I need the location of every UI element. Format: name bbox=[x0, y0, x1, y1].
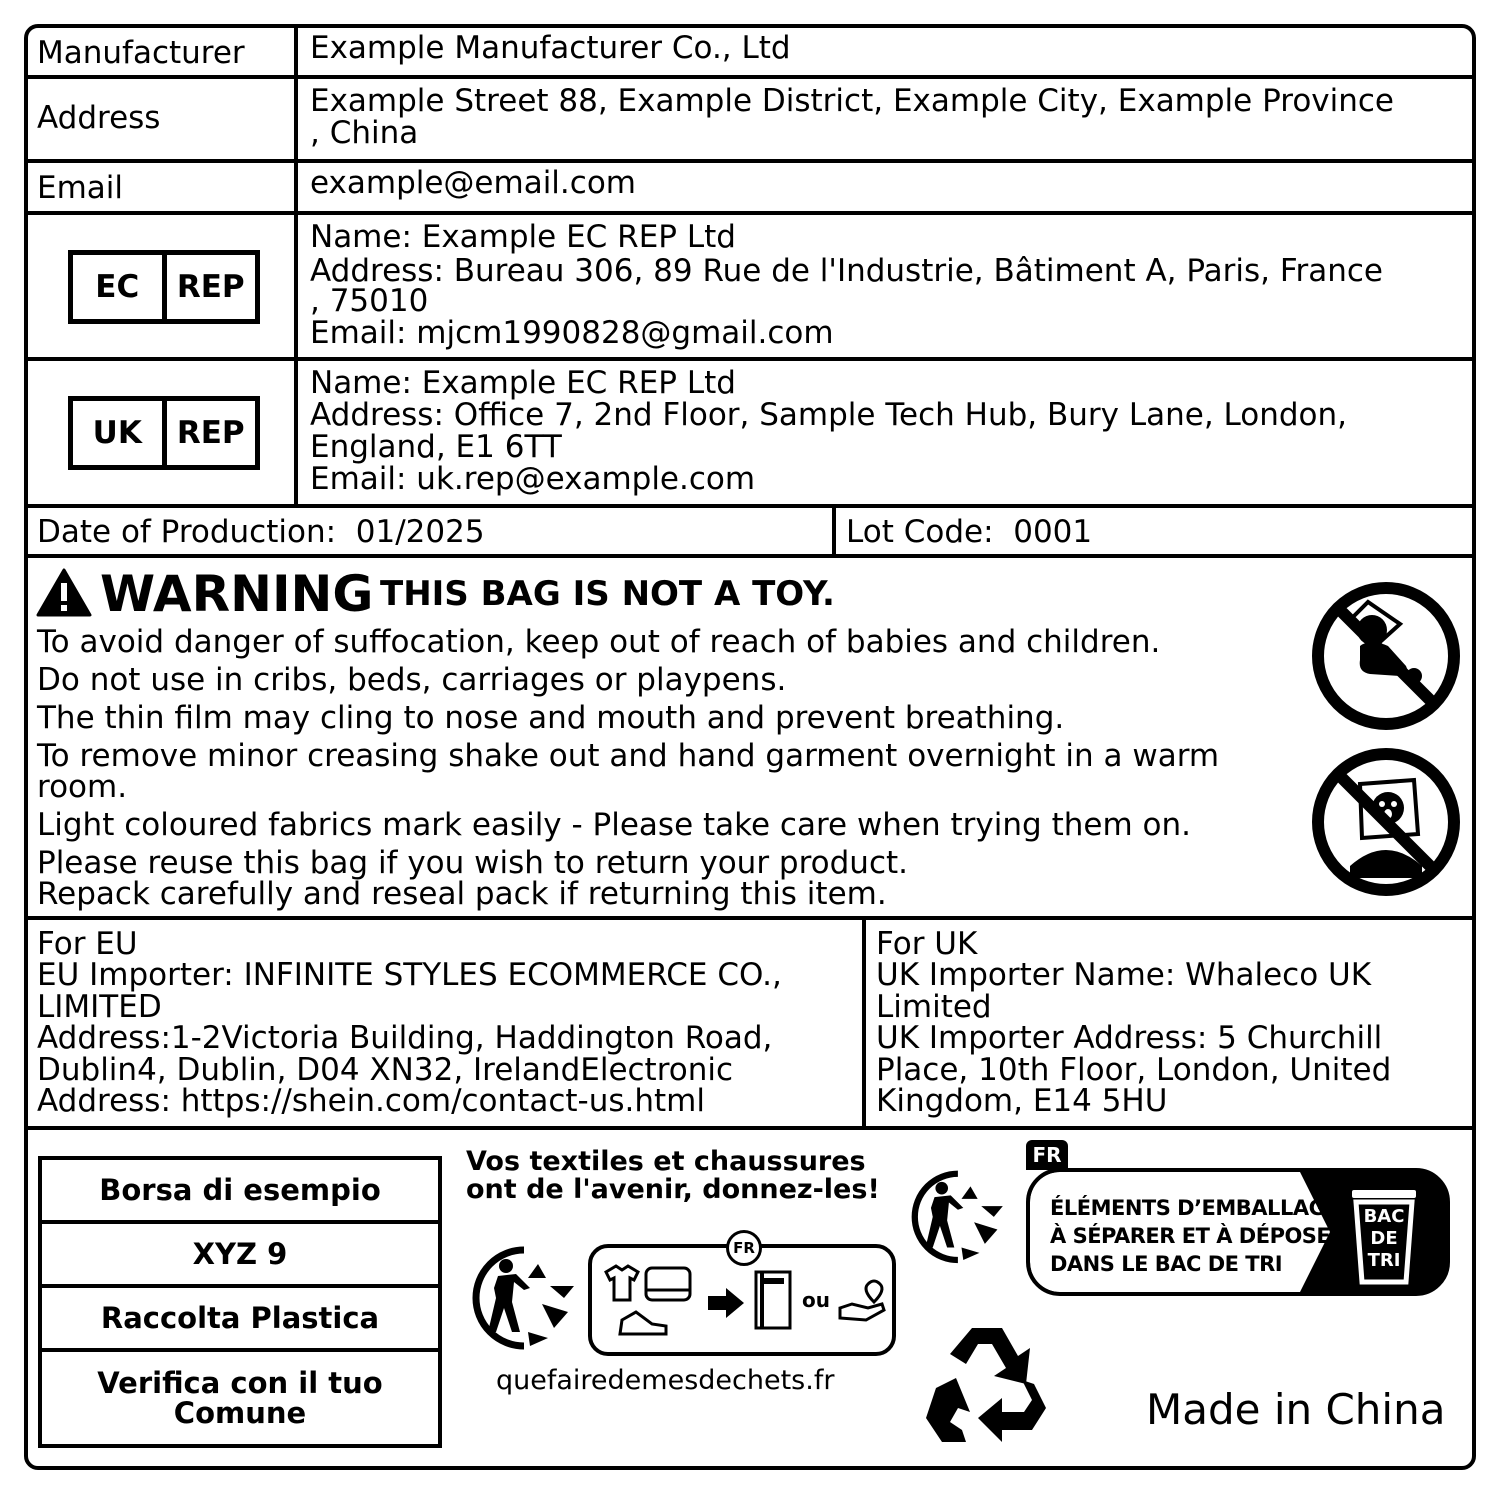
production-date bbox=[37, 515, 485, 549]
eu-importer-line: Address:1-2Victoria Building, Haddington Road, bbox=[37, 1020, 773, 1056]
warning-triangle-icon bbox=[36, 568, 92, 618]
uk-importer-line: For UK bbox=[876, 926, 978, 962]
address-line2: , China bbox=[310, 115, 419, 151]
italian-box-row: Raccolta Plastica bbox=[42, 1288, 438, 1352]
textile-line1: Vos textiles et chaussures bbox=[466, 1146, 866, 1177]
italian-box-last-line2: Comune bbox=[173, 1396, 307, 1430]
made-in: Made in China bbox=[1146, 1385, 1446, 1434]
triman-textile-icon bbox=[464, 1242, 582, 1352]
bin-label-3: TRI bbox=[1367, 1250, 1401, 1271]
eu-importer-cell bbox=[28, 920, 866, 1126]
email-row bbox=[28, 163, 1472, 215]
uk-importer-line: UK Importer Name: Whaleco UK bbox=[876, 957, 1372, 993]
triman-line3: DANS LE BAC DE TRI bbox=[1050, 1252, 1283, 1276]
ec-badge-right: REP bbox=[176, 269, 245, 305]
italian-box-last-line1: Verifica con il tuo bbox=[97, 1366, 383, 1400]
ec-rep-badge bbox=[68, 250, 260, 324]
address-value-cell bbox=[302, 79, 1472, 159]
importers-row bbox=[28, 920, 1472, 1130]
lot-code-label: Lot Code: bbox=[846, 514, 994, 550]
no-baby-icon bbox=[1310, 580, 1462, 732]
uk-importer-line: Limited bbox=[876, 989, 992, 1025]
bottom-section bbox=[28, 1130, 1472, 1466]
manufacturer-value: Example Manufacturer Co., Ltd bbox=[310, 30, 791, 66]
ec-rep-row bbox=[28, 215, 1472, 361]
recycle-icon bbox=[922, 1318, 1052, 1448]
textile-website: quefairedemesdechets.fr bbox=[496, 1365, 835, 1396]
eu-importer-line: EU Importer: INFINITE STYLES ECOMMERCE CO., bbox=[37, 957, 782, 993]
uk-rep-badge bbox=[68, 396, 260, 470]
bin-label-2: DE bbox=[1370, 1228, 1398, 1249]
eu-importer-line: Dublin4, Dublin, D04 XN32, IrelandElectronic bbox=[37, 1052, 734, 1088]
warning-line: room. bbox=[37, 769, 128, 805]
uk-rep-address1: Address: Office 7, 2nd Floor, Sample Tech Hub, Bury Lane, London, bbox=[310, 397, 1348, 433]
warning-line: Please reuse this bag if you wish to return your product. bbox=[37, 845, 909, 881]
manufacturer-row bbox=[28, 28, 1472, 79]
clothes-and-shoes-icon bbox=[602, 1264, 706, 1344]
product-label bbox=[24, 24, 1476, 1470]
collection-bin-icon bbox=[752, 1268, 794, 1332]
warning-line: Light coloured fabrics mark easily - Please take care when trying them on. bbox=[37, 807, 1191, 843]
eu-importer-line: LIMITED bbox=[37, 989, 162, 1025]
warning-line: To remove minor creasing shake out and hand garment overnight in a warm bbox=[37, 738, 1220, 774]
triman-sort-label bbox=[1026, 1168, 1450, 1296]
manufacturer-label-cell bbox=[28, 28, 298, 75]
eu-importer-line: For EU bbox=[37, 926, 138, 962]
italian-box-last-row bbox=[42, 1352, 438, 1444]
no-bag-over-head-icon bbox=[1310, 746, 1462, 898]
ec-badge-left: EC bbox=[73, 255, 167, 319]
warning-line: Do not use in cribs, beds, carriages or playpens. bbox=[37, 662, 787, 698]
triman-fr-tab: FR bbox=[1026, 1140, 1068, 1170]
ec-rep-name: Name: Example EC REP Ltd bbox=[310, 219, 736, 255]
production-date-value: 01/2025 bbox=[355, 514, 485, 550]
production-row bbox=[28, 508, 1472, 558]
donation-hand-heart-icon bbox=[838, 1278, 888, 1324]
uk-rep-row bbox=[28, 361, 1472, 508]
italian-box-row: XYZ 9 bbox=[42, 1224, 438, 1288]
textile-ou: ou bbox=[802, 1288, 830, 1312]
manufacturer-value-cell bbox=[302, 28, 1472, 75]
warning-line: To avoid danger of suffocation, keep out of reach of babies and children. bbox=[37, 624, 1161, 660]
manufacturer-label: Manufacturer bbox=[37, 35, 245, 71]
warning-subtitle: THIS BAG IS NOT A TOY. bbox=[380, 574, 835, 614]
production-date-label: Date of Production: bbox=[37, 514, 337, 550]
uk-badge-right: REP bbox=[176, 415, 245, 451]
warning-title: WARNING bbox=[100, 565, 374, 623]
textile-info-box bbox=[588, 1239, 896, 1356]
lot-code-value: 0001 bbox=[1013, 514, 1093, 550]
uk-importer-line: Place, 10th Floor, London, United bbox=[876, 1052, 1392, 1088]
uk-rep-name: Name: Example EC REP Ltd bbox=[310, 365, 736, 401]
email-label: Email bbox=[37, 170, 124, 206]
bin-label-1: BAC bbox=[1363, 1206, 1405, 1227]
ec-rep-badge-cell bbox=[28, 215, 298, 357]
arrow-right-icon bbox=[706, 1286, 746, 1320]
uk-importer-cell bbox=[870, 920, 1472, 1126]
uk-badge-left: UK bbox=[73, 401, 167, 465]
ec-rep-email: Email: mjcm1990828@gmail.com bbox=[310, 315, 834, 351]
email-value-cell bbox=[302, 163, 1472, 211]
triman-line1: ÉLÉMENTS D’EMBALLAGE bbox=[1050, 1196, 1340, 1220]
textile-line2: ont de l'avenir, donnez-les! bbox=[466, 1174, 880, 1205]
ec-rep-details bbox=[302, 215, 1472, 357]
ec-rep-address2: , 75010 bbox=[310, 283, 429, 319]
uk-rep-details bbox=[302, 361, 1472, 504]
lot-code bbox=[846, 515, 1092, 549]
eu-importer-line: Address: https://shein.com/contact-us.html bbox=[37, 1083, 705, 1119]
uk-rep-address2: England, E1 6TT bbox=[310, 429, 562, 465]
triman-packaging-icon bbox=[904, 1166, 1010, 1266]
production-date-cell bbox=[28, 508, 836, 554]
email-label-cell bbox=[28, 163, 298, 211]
triman-line2: À SÉPARER ET À DÉPOSER bbox=[1050, 1224, 1346, 1248]
uk-importer-line: UK Importer Address: 5 Churchill bbox=[876, 1020, 1383, 1056]
lot-code-cell bbox=[840, 508, 1472, 554]
address-label: Address bbox=[37, 100, 161, 136]
address-label-cell bbox=[28, 79, 298, 159]
italian-box-row: Borsa di esempio bbox=[42, 1160, 438, 1224]
address-line1: Example Street 88, Example District, Example City, Example Province bbox=[310, 83, 1395, 119]
address-row bbox=[28, 79, 1472, 163]
ec-rep-address1: Address: Bureau 306, 89 Rue de l'Industrie, Bâtiment A, Paris, France bbox=[310, 253, 1383, 289]
italian-recycling-box bbox=[38, 1156, 442, 1448]
uk-rep-email: Email: uk.rep@example.com bbox=[310, 461, 756, 497]
warning-row bbox=[28, 558, 1472, 920]
uk-importer-line: Kingdom, E14 5HU bbox=[876, 1083, 1168, 1119]
uk-rep-badge-cell bbox=[28, 361, 298, 504]
textile-fr-badge: FR bbox=[726, 1230, 762, 1266]
email-value: example@email.com bbox=[310, 165, 636, 201]
warning-line: The thin film may cling to nose and mouth and prevent breathing. bbox=[37, 700, 1065, 736]
warning-line: Repack carefully and reseal pack if returning this item. bbox=[37, 876, 887, 912]
